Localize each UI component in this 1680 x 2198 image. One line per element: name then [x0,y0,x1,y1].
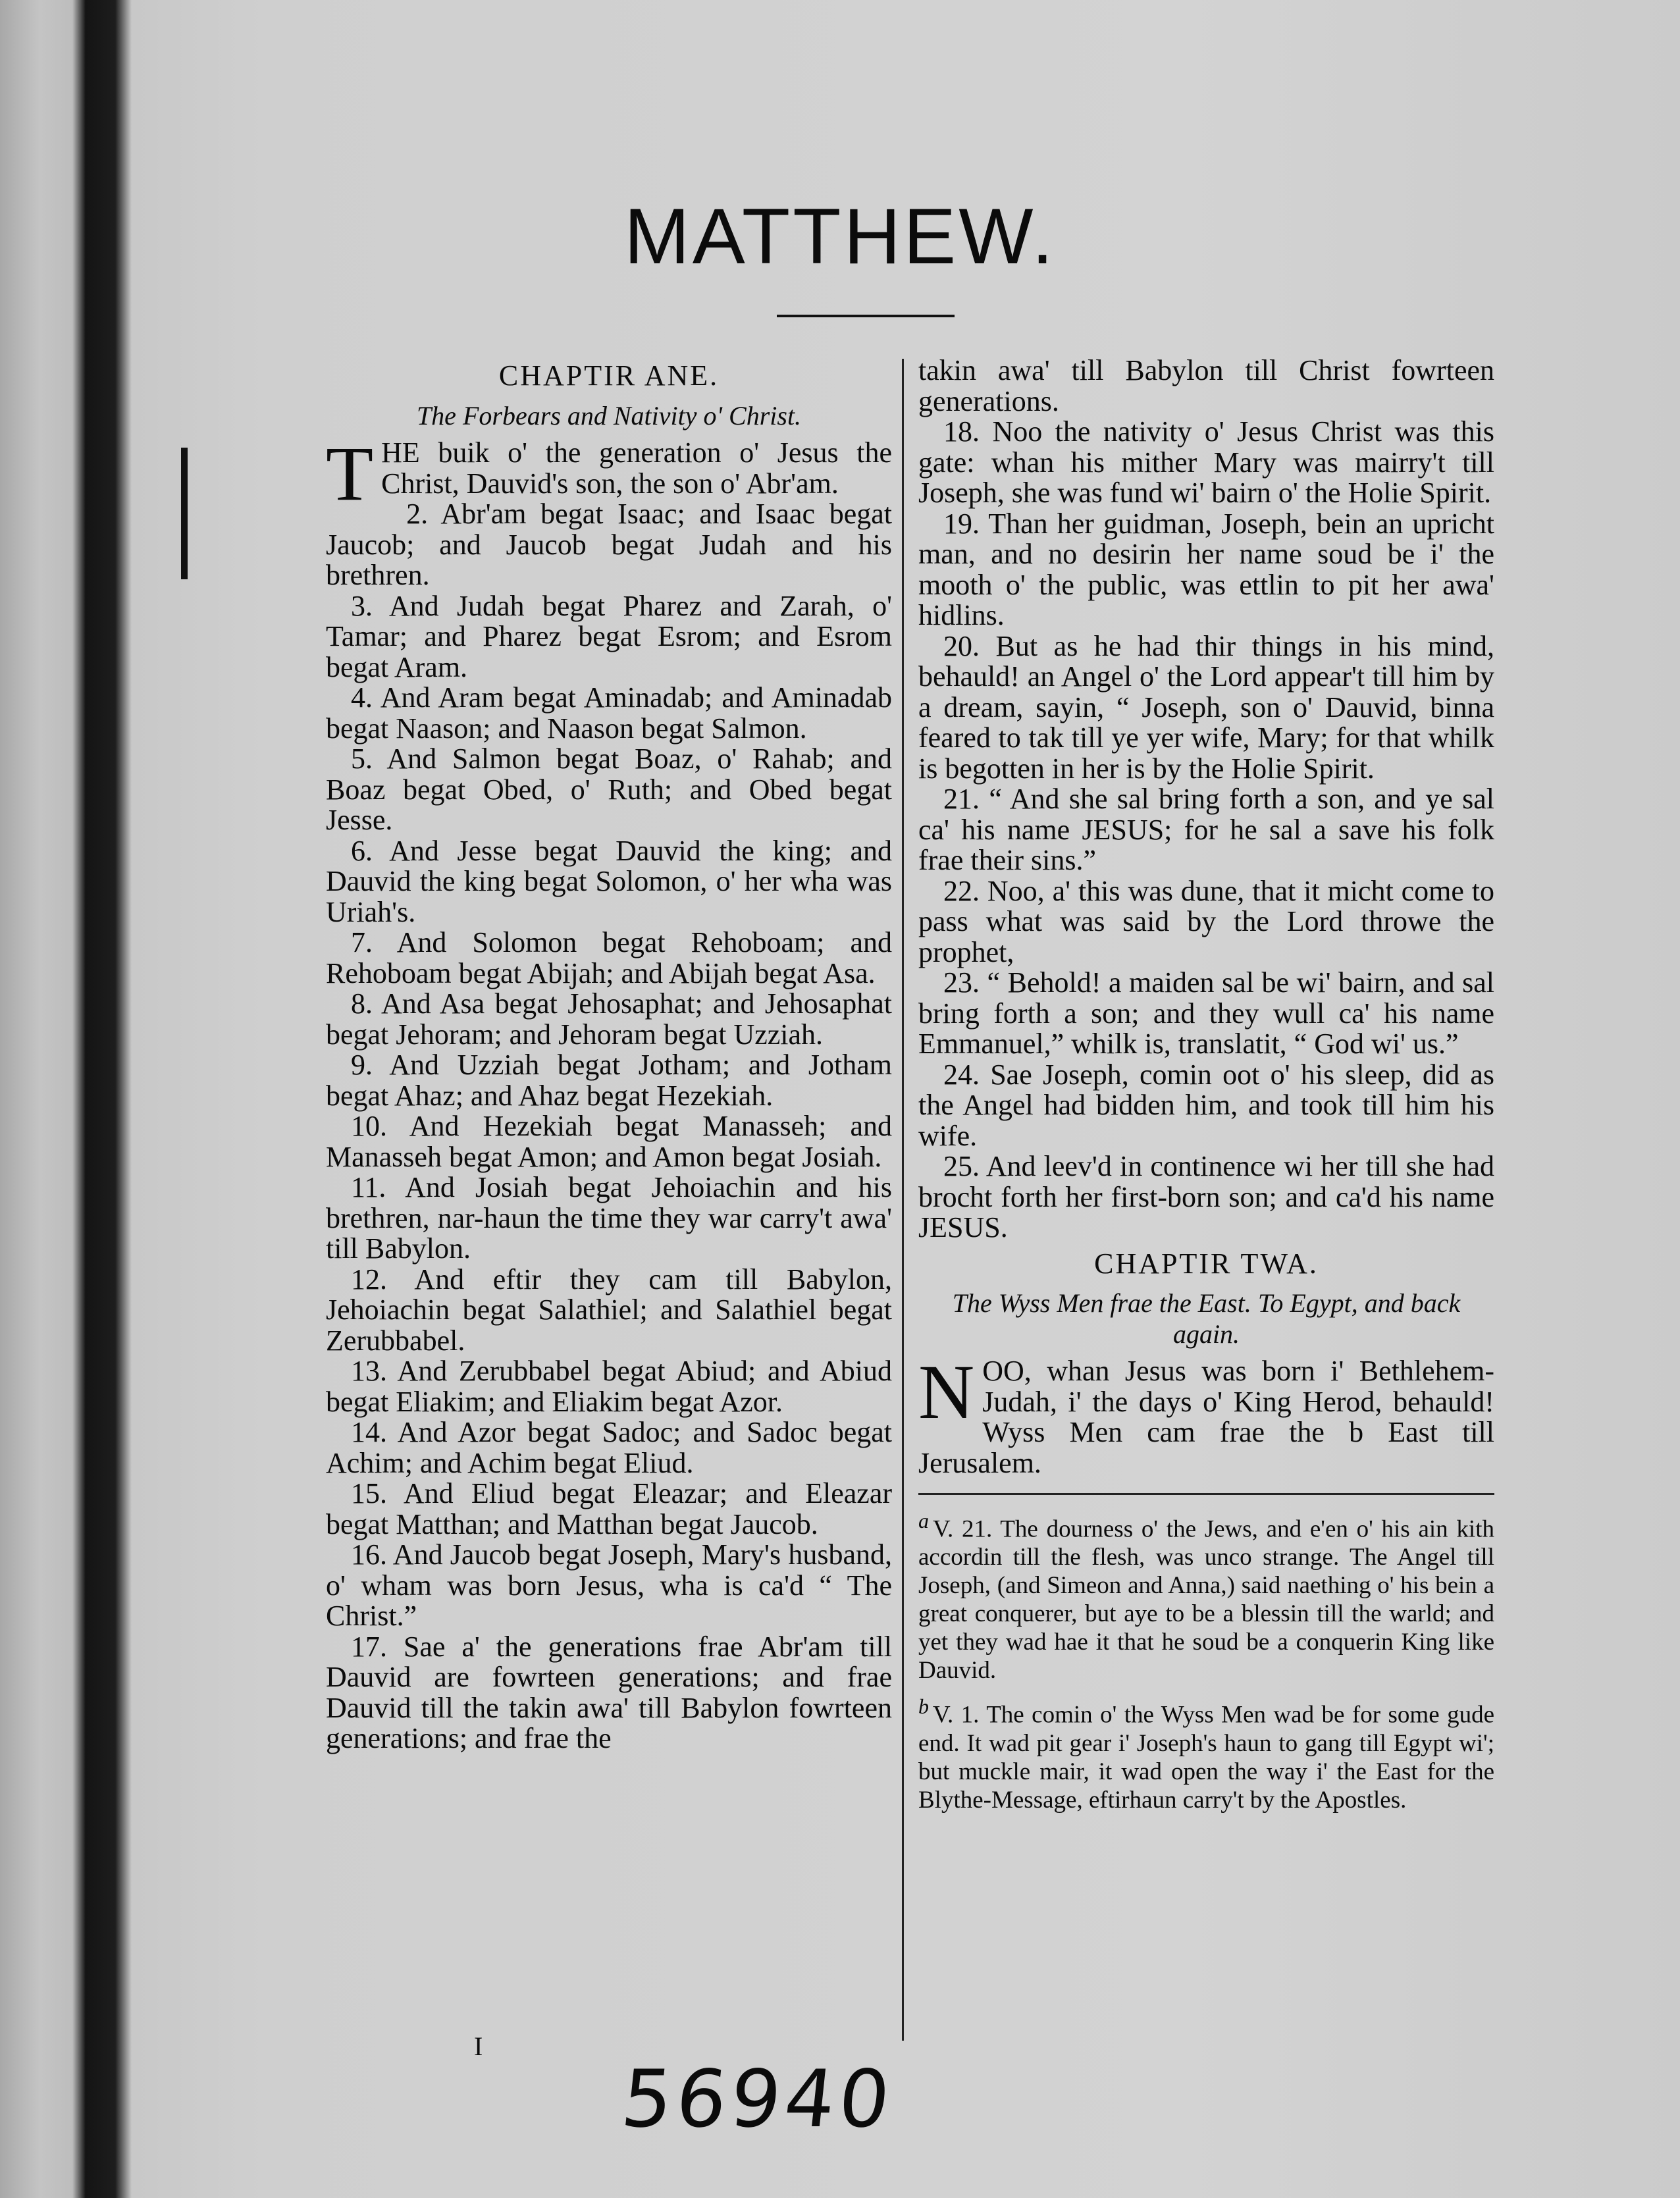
verse: 8. And Asa begat Jehosaphat; and Jehosaphat begat Jehoram; and Jehoram begat Uzziah. [326,987,892,1051]
chapter-1-heading: CHAPTIR ANE. [498,359,720,392]
verse: 17. Sae a' the generations frae Abr'am till Dauvid are fowrteen generations; and frae Dauvid till the takin awa' till Babylon fowrteen generations; and frae the [326,1630,892,1754]
binding-mark [181,448,188,579]
footnote-mark: a [918,1509,929,1532]
title-rule [777,315,955,317]
book-title: MATTHEW. [623,192,1057,280]
verse: 16. And Jaucob begat Joseph, Mary's husband, o' wham was born Jesus, wha is ca'd “ The Christ.” [326,1538,892,1632]
footnote-text: V. 1. The comin o' the Wyss Men wad be for some gude end. It wad pit gear i' Joseph's haun to gang till Egypt wi'; but muckle mair, it wad open the way i' the East for the Blythe-Message, eftirhaun carry't by the Apostles. [918,1701,1494,1814]
verse: 21. “ And she sal bring forth a son, and ye sal ca' his name JESUS; for he sal a save his folk frae their sins.” [918,783,1494,876]
verse: 2. Abr'am begat Isaac; and Isaac begat Jaucob; and Jaucob begat Judah and his brethren. [326,498,892,591]
chapter-2-verse-1 [918,1349,1494,1479]
right-column [918,355,1494,1822]
verse: 23. “ Behold! a maiden sal be wi' bairn, and sal bring forth a son; and they wull ca' his name Emmanuel,” whilk is, translatit, “ God wi' us.” [918,966,1494,1060]
verse-17-continuation: takin awa' till Babylon till Christ fowrteen generations. [918,354,1494,417]
verse: 13. And Zerubbabel begat Abiud; and Abiud begat Eliakim; and Eliakim begat Azor. [326,1355,892,1418]
chapter-1-subtitle: The Forbears and Nativity o' Christ. [416,400,802,431]
verse: 10. And Hezekiah begat Manasseh; and Manasseh begat Amon; and Amon begat Josiah. [326,1110,892,1173]
verse: 14. And Azor begat Sadoc; and Sadoc begat Achim; and Achim begat Eliud. [326,1416,892,1479]
left-column [326,355,892,1754]
footnote-b [918,1692,1494,1814]
verse: 12. And eftir they cam till Babylon, Jehoiachin begat Salathiel; and Salathiel begat Zerubbabel. [326,1263,892,1357]
column-divider [902,359,904,2041]
footnote-mark: b [918,1694,929,1719]
footnote-rule [918,1493,1494,1495]
handwritten-number: 56940 [617,2054,899,2145]
page-number: I [474,2031,483,2061]
drop-cap-t: T [326,431,374,517]
verse: 19. Than her guidman, Joseph, bein an upricht man, and no desirin her name soud be i' the mooth o' the public, was ettlin to pit her awa' hidlins. [918,507,1494,631]
verse: 15. And Eliud begat Eleazar; and Eleazar begat Matthan; and Matthan begat Jaucob. [326,1477,892,1540]
verse: 11. And Josiah begat Jehoiachin and his brethren, nar-haun the time they war carry't awa' till Babylon. [326,1171,892,1265]
verse-1-text: HE buik o' the generation o' Jesus the Christ, Dauvid's son, the son o' Abr'am. [381,436,892,500]
verse: 22. Noo, a' this was dune, that it micht come to pass what was said by the Lord throwe the prophet, [918,874,1494,968]
verse: 9. And Uzziah begat Jotham; and Jotham begat Ahaz; and Ahaz begat Hezekiah. [326,1049,892,1112]
footnote-a [918,1507,1494,1685]
verse: 7. And Solomon begat Rehoboam; and Rehoboam begat Abijah; and Abijah begat Asa. [326,926,892,989]
verse: 5. And Salmon begat Boaz, o' Rahab; and Boaz begat Obed, o' Ruth; and Obed begat Jesse. [326,743,892,836]
verse: 24. Sae Joseph, comin oot o' his sleep, did as the Angel had bidden him, and took till him his wife. [918,1058,1494,1152]
verse: 20. But as he had thir things in his mind, behauld! an Angel o' the Lord appear't till him by a dream, sayin, “ Joseph, son o' Dauvid, binna feared to tak till ye yer wife, Mary; for that whilk is begotten in her is by the Holie Spirit. [918,629,1494,785]
verse: 6. And Jesse begat Dauvid the king; and Dauvid the king begat Solomon, o' her wha was Uriah's. [326,834,892,928]
chapter-2-verse-1-text: OO, whan Jesus was born i' Bethlehem-Judah, i' the days o' King Herod, behauld! Wyss Men cam frae the b East till Jerusalem. [918,1355,1494,1479]
verse: 25. And leev'd in continence wi her till she had brocht forth her first-born son; and ca'd his name JESUS. [918,1150,1494,1243]
verse: 3. And Judah begat Pharez and Zarah, o' Tamar; and Pharez begat Esrom; and Esrom begat Aram. [326,589,892,683]
drop-cap-n: N [918,1349,975,1435]
footnote-text: V. 21. The dourness o' the Jews, and e'en o' his ain kith accordin till the flesh, was unco strange. The Angel till Joseph, (and Simeon and Anna,) said naething o' his bein a great conquerer, but aye to be a blessin till the warld; and yet they wad hae it that he soud be a conquerin King like Dauvid. [918,1515,1494,1685]
chapter-2-subtitle: The Wyss Men frae the East. To Egypt, and back again. [952,1288,1461,1349]
chapter-2-heading: CHAPTIR TWA. [1094,1247,1319,1280]
verse-1 [326,431,892,517]
verse: 18. Noo the nativity o' Jesus Christ was this gate: whan his mither Mary was mairry't till Joseph, she was fund wi' bairn o' the Holie Spirit. [918,415,1494,509]
verse: 4. And Aram begat Aminadab; and Aminadab begat Naason; and Naason begat Salmon. [326,681,892,745]
